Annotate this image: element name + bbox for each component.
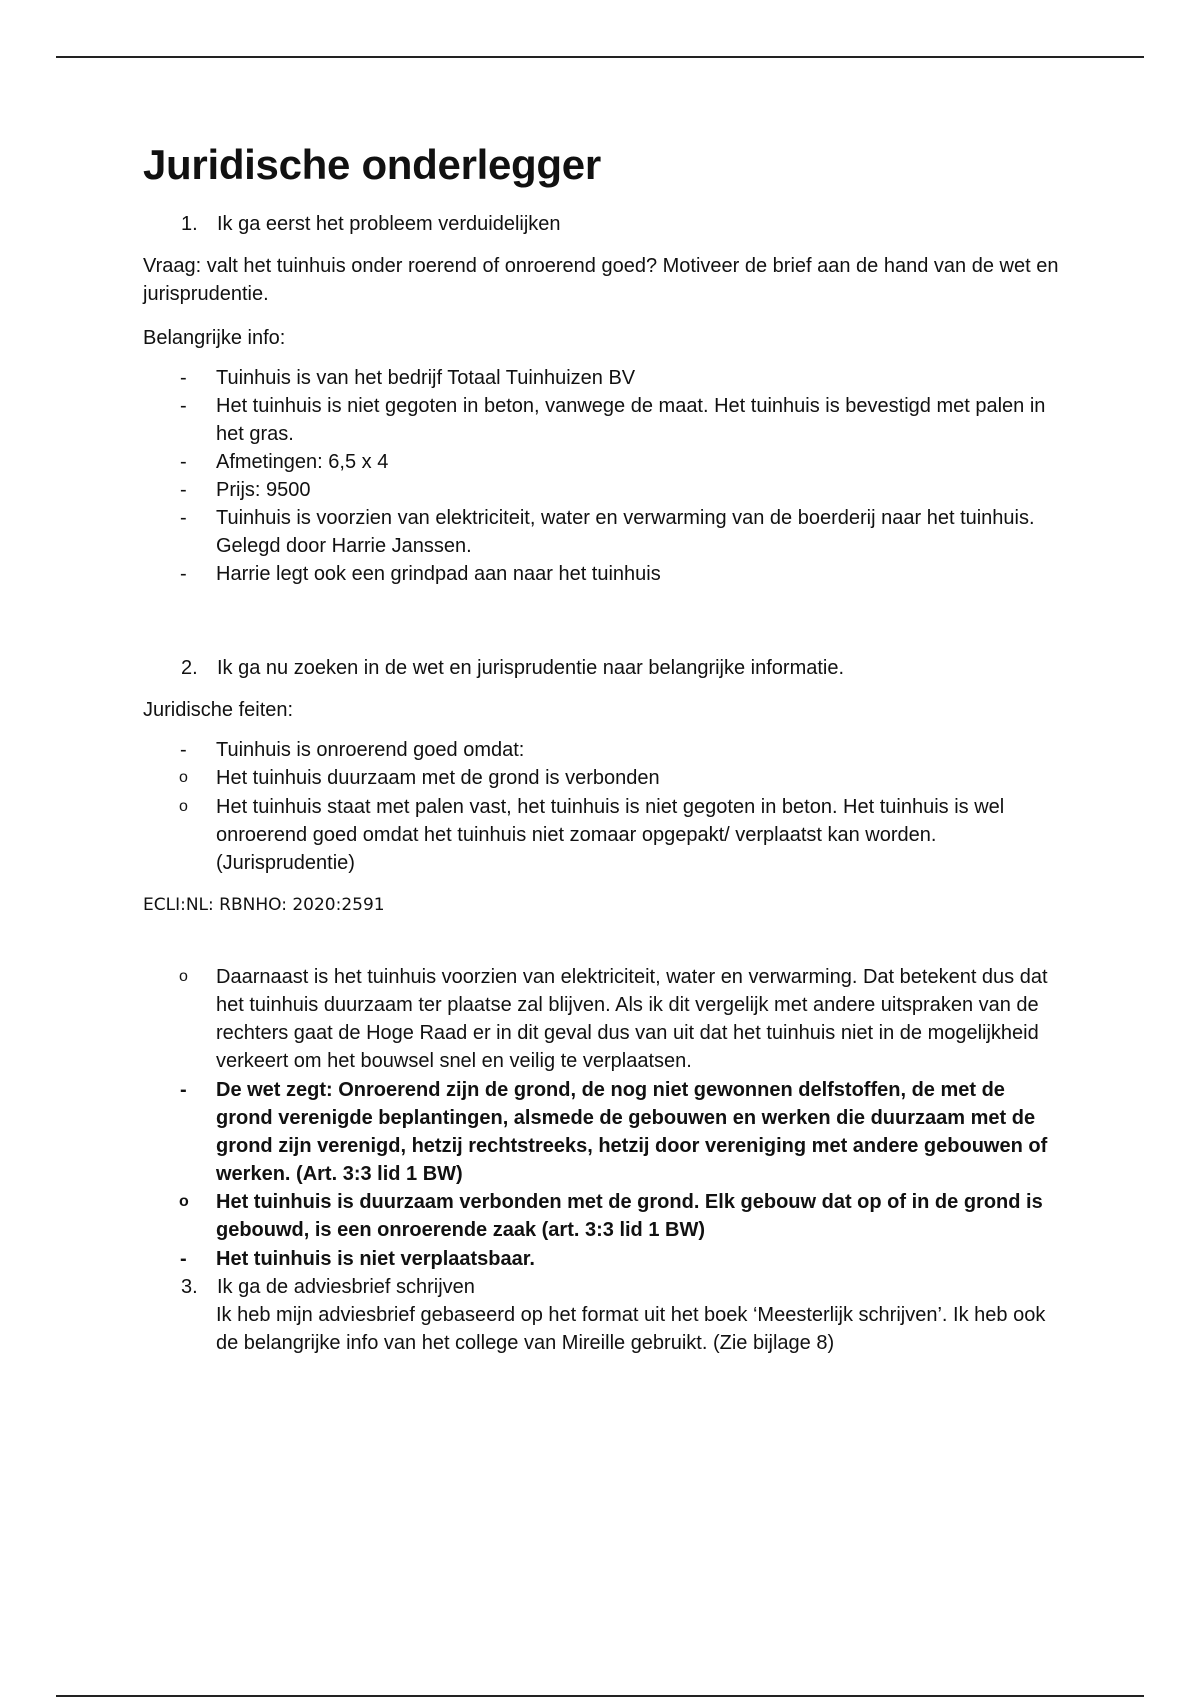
step-text: Ik ga eerst het probleem verduidelijken bbox=[217, 213, 561, 235]
list-item: o Daarnaast is het tuinhuis voorzien van elektriciteit, water en verwarming. Dat betekent dus dat het tuinhuis duurzaam ter plaatse zal blijven. Als ik dit vergelijk met andere uitspraken van de rechters gaat de Hoge Raad er in dit geval dus van uit dat het tuinhuis niet in de mogelijkheid verkeert om het bouwsel snel en veilig te verplaatsen. bbox=[179, 966, 1048, 1072]
step-number: 2. bbox=[181, 657, 198, 679]
list-item: - Het tuinhuis is niet gegoten in beton, vanwege de maat. Het tuinhuis is bevestigd met palen in het gras. bbox=[180, 395, 1046, 445]
step-3 bbox=[181, 1273, 1063, 1301]
list-item: o Het tuinhuis staat met palen vast, het tuinhuis is niet gegoten in beton. Het tuinhuis is wel onroerend goed omdat het tuinhuis niet zomaar opgepakt/ verplaatst kan worden. (Jurisprudentie) bbox=[179, 796, 1005, 874]
ecli-reference: ECLI:NL: RBNHO: 2020:2591 bbox=[143, 895, 385, 915]
list-item: - De wet zegt: Onroerend zijn de grond, de nog niet gewonnen delfstoffen, de met de grond verenigde beplantingen, alsmede de gebouwen en werken die duurzaam met de grond zijn verenigd, hetzij rechtstreeks, hetzij door vereniging met andere gebouwen of werken. (Art. 3:3 lid 1 BW) bbox=[180, 1079, 1048, 1185]
question-paragraph: Vraag: valt het tuinhuis onder roerend of onroerend goed? Motiveer de brief aan de hand van de wet en jurisprudentie. bbox=[143, 255, 1059, 305]
list-item: - Harrie legt ook een grindpad aan naar het tuinhuis bbox=[180, 563, 661, 585]
list-item: o Het tuinhuis is duurzaam verbonden met de grond. Elk gebouw dat op of in de grond is gebouwd, is een onroerende zaak (art. 3:3 lid 1 BW) bbox=[179, 1191, 1043, 1241]
list-item: - Tuinhuis is onroerend goed omdat: bbox=[180, 739, 525, 761]
document-page bbox=[143, 140, 1063, 1357]
facts-list bbox=[143, 736, 1063, 764]
info-label: Belangrijke info: bbox=[143, 327, 286, 349]
facts-label: Juridische feiten: bbox=[143, 699, 294, 721]
list-item: - Tuinhuis is voorzien van elektriciteit, water en verwarming van de boerderij naar het tuinhuis. Gelegd door Harrie Janssen. bbox=[180, 507, 1035, 557]
facts-sublist-continued bbox=[143, 963, 1063, 1075]
step-number: 3. bbox=[181, 1276, 198, 1298]
law-sublist bbox=[143, 1188, 1063, 1244]
step-number: 1. bbox=[181, 213, 198, 235]
step-2 bbox=[181, 654, 1063, 682]
list-item: - Prijs: 9500 bbox=[180, 479, 311, 501]
spacer bbox=[143, 588, 1063, 654]
step-text: Ik ga de adviesbrief schrijven bbox=[217, 1276, 475, 1298]
info-list bbox=[143, 364, 1063, 588]
list-item: - Tuinhuis is van het bedrijf Totaal Tuinhuizen BV bbox=[180, 367, 636, 389]
page-title: Juridische onderlegger bbox=[143, 141, 601, 188]
movable-list bbox=[143, 1245, 1063, 1273]
step-3-body: Ik heb mijn adviesbrief gebaseerd op het format uit het boek ‘Meesterlijk schrijven’. Ik heb ook de belangrijke info van het college van Mireille gebruikt. (Zie bijlage 8) bbox=[216, 1304, 1046, 1354]
top-rule bbox=[56, 56, 1144, 58]
bottom-rule bbox=[56, 1695, 1144, 1697]
law-list bbox=[143, 1076, 1063, 1188]
list-item: o Het tuinhuis duurzaam met de grond is verbonden bbox=[179, 767, 660, 789]
list-item: - Afmetingen: 6,5 x 4 bbox=[180, 451, 389, 473]
facts-sublist bbox=[143, 764, 1063, 877]
list-item: - Het tuinhuis is niet verplaatsbaar. bbox=[180, 1248, 535, 1270]
step-text: Ik ga nu zoeken in de wet en jurisprudentie naar belangrijke informatie. bbox=[217, 657, 845, 679]
step-1 bbox=[181, 210, 1063, 238]
